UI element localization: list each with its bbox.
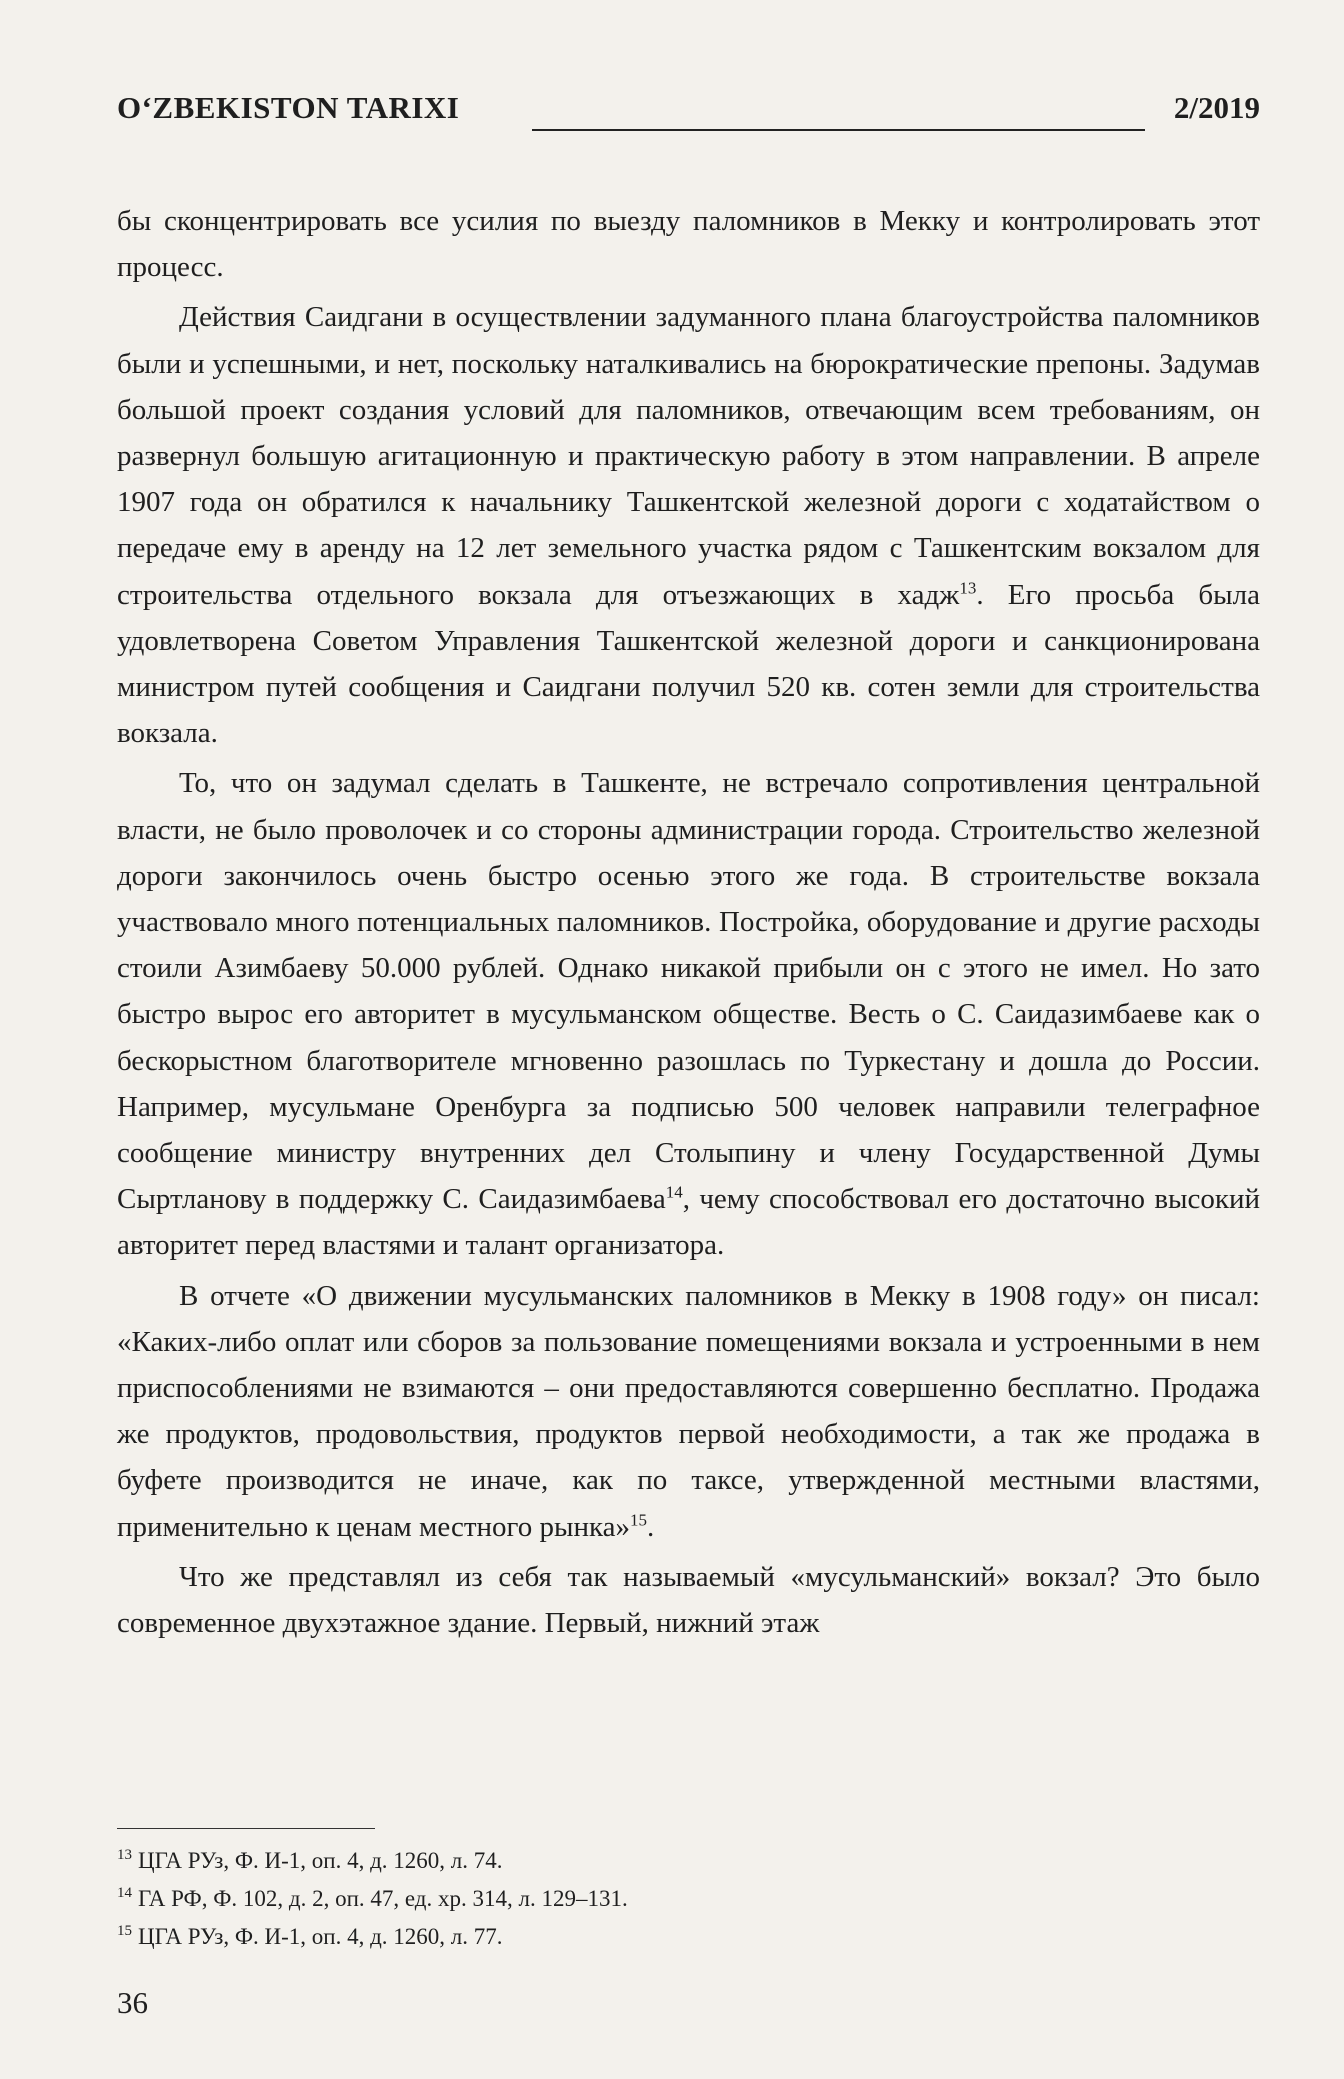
- footnote-number: 13: [117, 1847, 132, 1864]
- footnote: [117, 1880, 1260, 1918]
- paragraph: [117, 294, 1260, 756]
- footnote-text: ГА РФ, Ф. 102, д. 2, оп. 47, ед. хр. 314, л. 129–131.: [138, 1886, 628, 1911]
- paragraph: [117, 198, 1260, 290]
- paragraph: [117, 1273, 1260, 1550]
- paragraph-text: , чему способствовал его достаточно высокий авторитет перед властями и талант организатора.: [117, 1183, 1261, 1262]
- paragraph-text: .: [647, 1510, 655, 1543]
- footnote-ref: 13: [959, 577, 977, 597]
- paragraph-text: Действия Саидгани в осуществлении задуманного плана благоустройства паломников были и успешными, и нет, поскольку наталкивались на бюрократические препоны. Задумав большой проект создания условий для паломников, отвечающим всем требованиям, он развернул большую агитационную и практическую работу в этом направлении. В апреле 1907 года он обратился к начальнику Ташкентской железной дороги с ходатайством о передаче ему в аренду на 12 лет земельного участка рядом с Ташкентским вокзалом для строительства отдельного вокзала для отъезжающих в хадж: [117, 301, 1260, 611]
- journal-title: O‘ZBEKISTON TARIXI: [117, 90, 460, 125]
- paragraph: [117, 1554, 1260, 1646]
- paragraph-text: бы сконцентрировать все усилия по выезду паломников в Мекку и контролировать этот процесс.: [117, 205, 1260, 284]
- paragraph-text: В отчете «О движении мусульманских паломников в Мекку в 1908 году» он писал: «Каких-либо оплат или сборов за пользование помещениями вокзала и устроенными в нем приспособлениями не взимаются – они предоставляются совершенно бесплатно. Продажа же продуктов, продовольствия, продуктов первой необходимости, а так же продажа в буфете производится не иначе, как по таксе, утвержденной местными властями, применительно к ценам местного рынка»: [117, 1279, 1260, 1543]
- footnote-ref: 15: [630, 1510, 647, 1530]
- footnote: [117, 1918, 1260, 1956]
- footnote: [117, 1842, 1260, 1880]
- paragraph-text: Что же представлял из себя так называемый «мусульманский» вокзал? Это было современное двухэтажное здание. Первый, нижний этаж: [117, 1560, 1260, 1640]
- page-number: 36: [117, 1985, 148, 2020]
- running-header: [117, 90, 1260, 136]
- paragraph: [117, 760, 1260, 1268]
- paragraph-text: . Его просьба была удовлетворена Советом Управления Ташкентской железной дороги и санкционирована министром путей сообщения и Саидгани получил 520 кв. сотен земли для строительства вокзала.: [117, 578, 1260, 750]
- header-rule: [532, 129, 1145, 131]
- footnote-number: 15: [117, 1923, 132, 1940]
- issue-number: 2/2019: [1173, 90, 1260, 125]
- paragraph-text: То, что он задумал сделать в Ташкенте, не встречало сопротивления центральной власти, не было проволочек и со стороны администрации города. Строительство железной дороги закончилось очень быстро осенью этого же года. В строительстве вокзала участвовало много потенциальных паломников. Постройка, оборудование и другие расходы стоили Азимбаеву 50.000 рублей. Однако никакой прибыли он с этого не имел. Но зато быстро вырос его авторитет в мусульманском обществе. Весть о С. Саидазимбаеве как о бескорыстном благотворителе мгновенно разошлась по Туркестану и дошла до России. Например, мусульмане Оренбурга за подписью 500 человек направили телеграфное сообщение министру внутренних дел Столыпину и члену Государственной Думы Сыртланову в поддержку С. Саидазимбаева: [117, 767, 1260, 1216]
- footnote-separator: [117, 1828, 375, 1829]
- footnote-text: ЦГА РУз, Ф. И-1, оп. 4, д. 1260, л. 74.: [138, 1848, 503, 1873]
- article-body: [117, 198, 1260, 1650]
- footnote-number: 14: [117, 1885, 132, 1902]
- footnotes: [117, 1842, 1260, 1956]
- footnote-ref: 14: [665, 1182, 683, 1202]
- footnote-text: ЦГА РУз, Ф. И-1, оп. 4, д. 1260, л. 77.: [138, 1924, 503, 1949]
